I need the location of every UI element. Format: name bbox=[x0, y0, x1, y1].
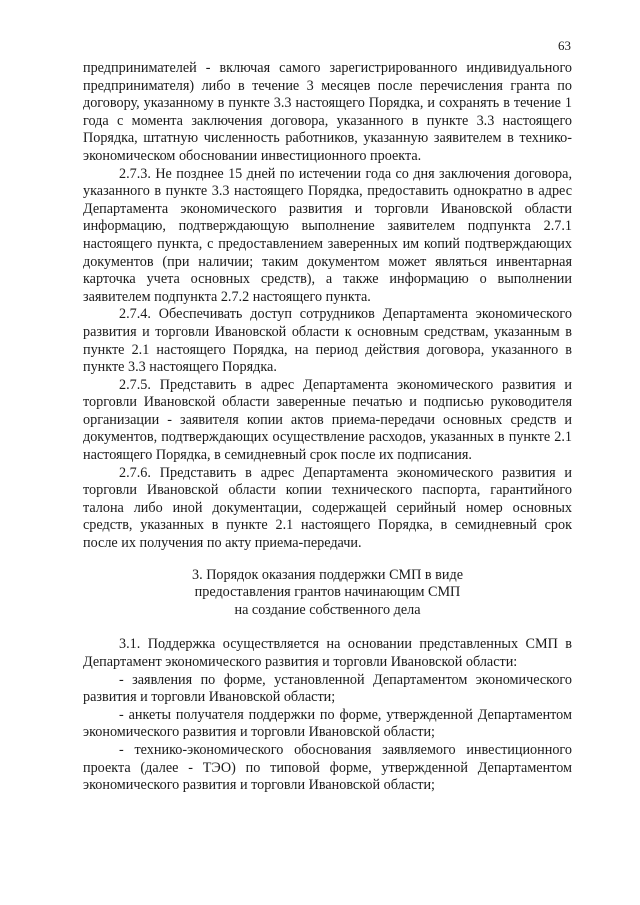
list-item-application: - заявления по форме, установленной Департаментом экономического развития и торговли Ивановской области; bbox=[83, 671, 572, 706]
paragraph-2-7-3: 2.7.3. Не позднее 15 дней по истечении года со дня заключения договора, указанного в пункте 3.3 настоящего Порядка, предоставить однократно в адрес Департамента экономического развития и торговли Ивановской области информацию, подтверждающую выполнение заявителем подпункта 2.7.1 настоящего пункта, с предоставлением заверенных им копий подтверждающих документов (при наличии; таким документом может являться инвентарная карточка учета основных средств), а также информацию о выполнении заявителем подпункта 2.7.2 настоящего пункта. bbox=[83, 165, 572, 305]
section-heading bbox=[83, 553, 572, 637]
paragraph-2-7-6: 2.7.6. Представить в адрес Департамента экономического развития и торговли Ивановской области копии технического паспорта, гарантийного талона либо иной документации, содержащей серийный номер основных средств, указанных в пункте 2.1 настоящего Порядка, в семидневный срок после их получения по акту приема-передачи. bbox=[83, 464, 572, 552]
page-number: 63 bbox=[558, 38, 571, 53]
section-heading-line-2: предоставления грантов начинающим СМП bbox=[194, 584, 461, 601]
list-item-feasibility-study: - технико-экономического обоснования заявляемого инвестиционного проекта (далее - ТЭО) по типовой форме, утвержденной Департаментом экономического развития и торговли Ивановской области; bbox=[83, 741, 572, 794]
paragraph-continuation: предпринимателей - включая самого зарегистрированного индивидуального предпринимателя) либо в течение 3 месяцев после перечисления гранта по договору, указанному в пункте 3.3 настоящего Порядка, и сохранять в течение 1 года с момента заключения договора, указанного в пункте 3.3 настоящего Порядка, штатную численность работников, указанную заявителем в технико-экономическом обосновании инвестиционного проекта. bbox=[83, 60, 572, 164]
document-body bbox=[83, 60, 572, 795]
list-item-questionnaire: - анкеты получателя поддержки по форме, утвержденной Департаментом экономического развития и торговли Ивановской области; bbox=[83, 706, 572, 741]
paragraph-2-7-4: 2.7.4. Обеспечивать доступ сотрудников Департамента экономического развития и торговли Ивановской области к основным средствам, указанным в пункте 2.1 настоящего Порядка, на период действия договора, указанного в пункте 3.3 настоящего Порядка. bbox=[83, 306, 572, 376]
paragraph-2-7-5: 2.7.5. Представить в адрес Департамента экономического развития и торговли Ивановской области заверенные печатью и подписью руководителя организации - заявителя копии актов приема-передачи основных средств и документов, подтверждающих осуществление расходов, указанных в пункте 2.1 настоящего Порядка, в семидневный срок после их подписания. bbox=[83, 376, 572, 464]
paragraph-3-1: 3.1. Поддержка осуществляется на основании представленных СМП в Департамент экономического развития и торговли Ивановской области: bbox=[83, 636, 572, 670]
section-heading-line-3: на создание собственного дела bbox=[234, 601, 421, 618]
section-heading-line-1: 3. Порядок оказания поддержки СМП в виде bbox=[192, 566, 463, 583]
